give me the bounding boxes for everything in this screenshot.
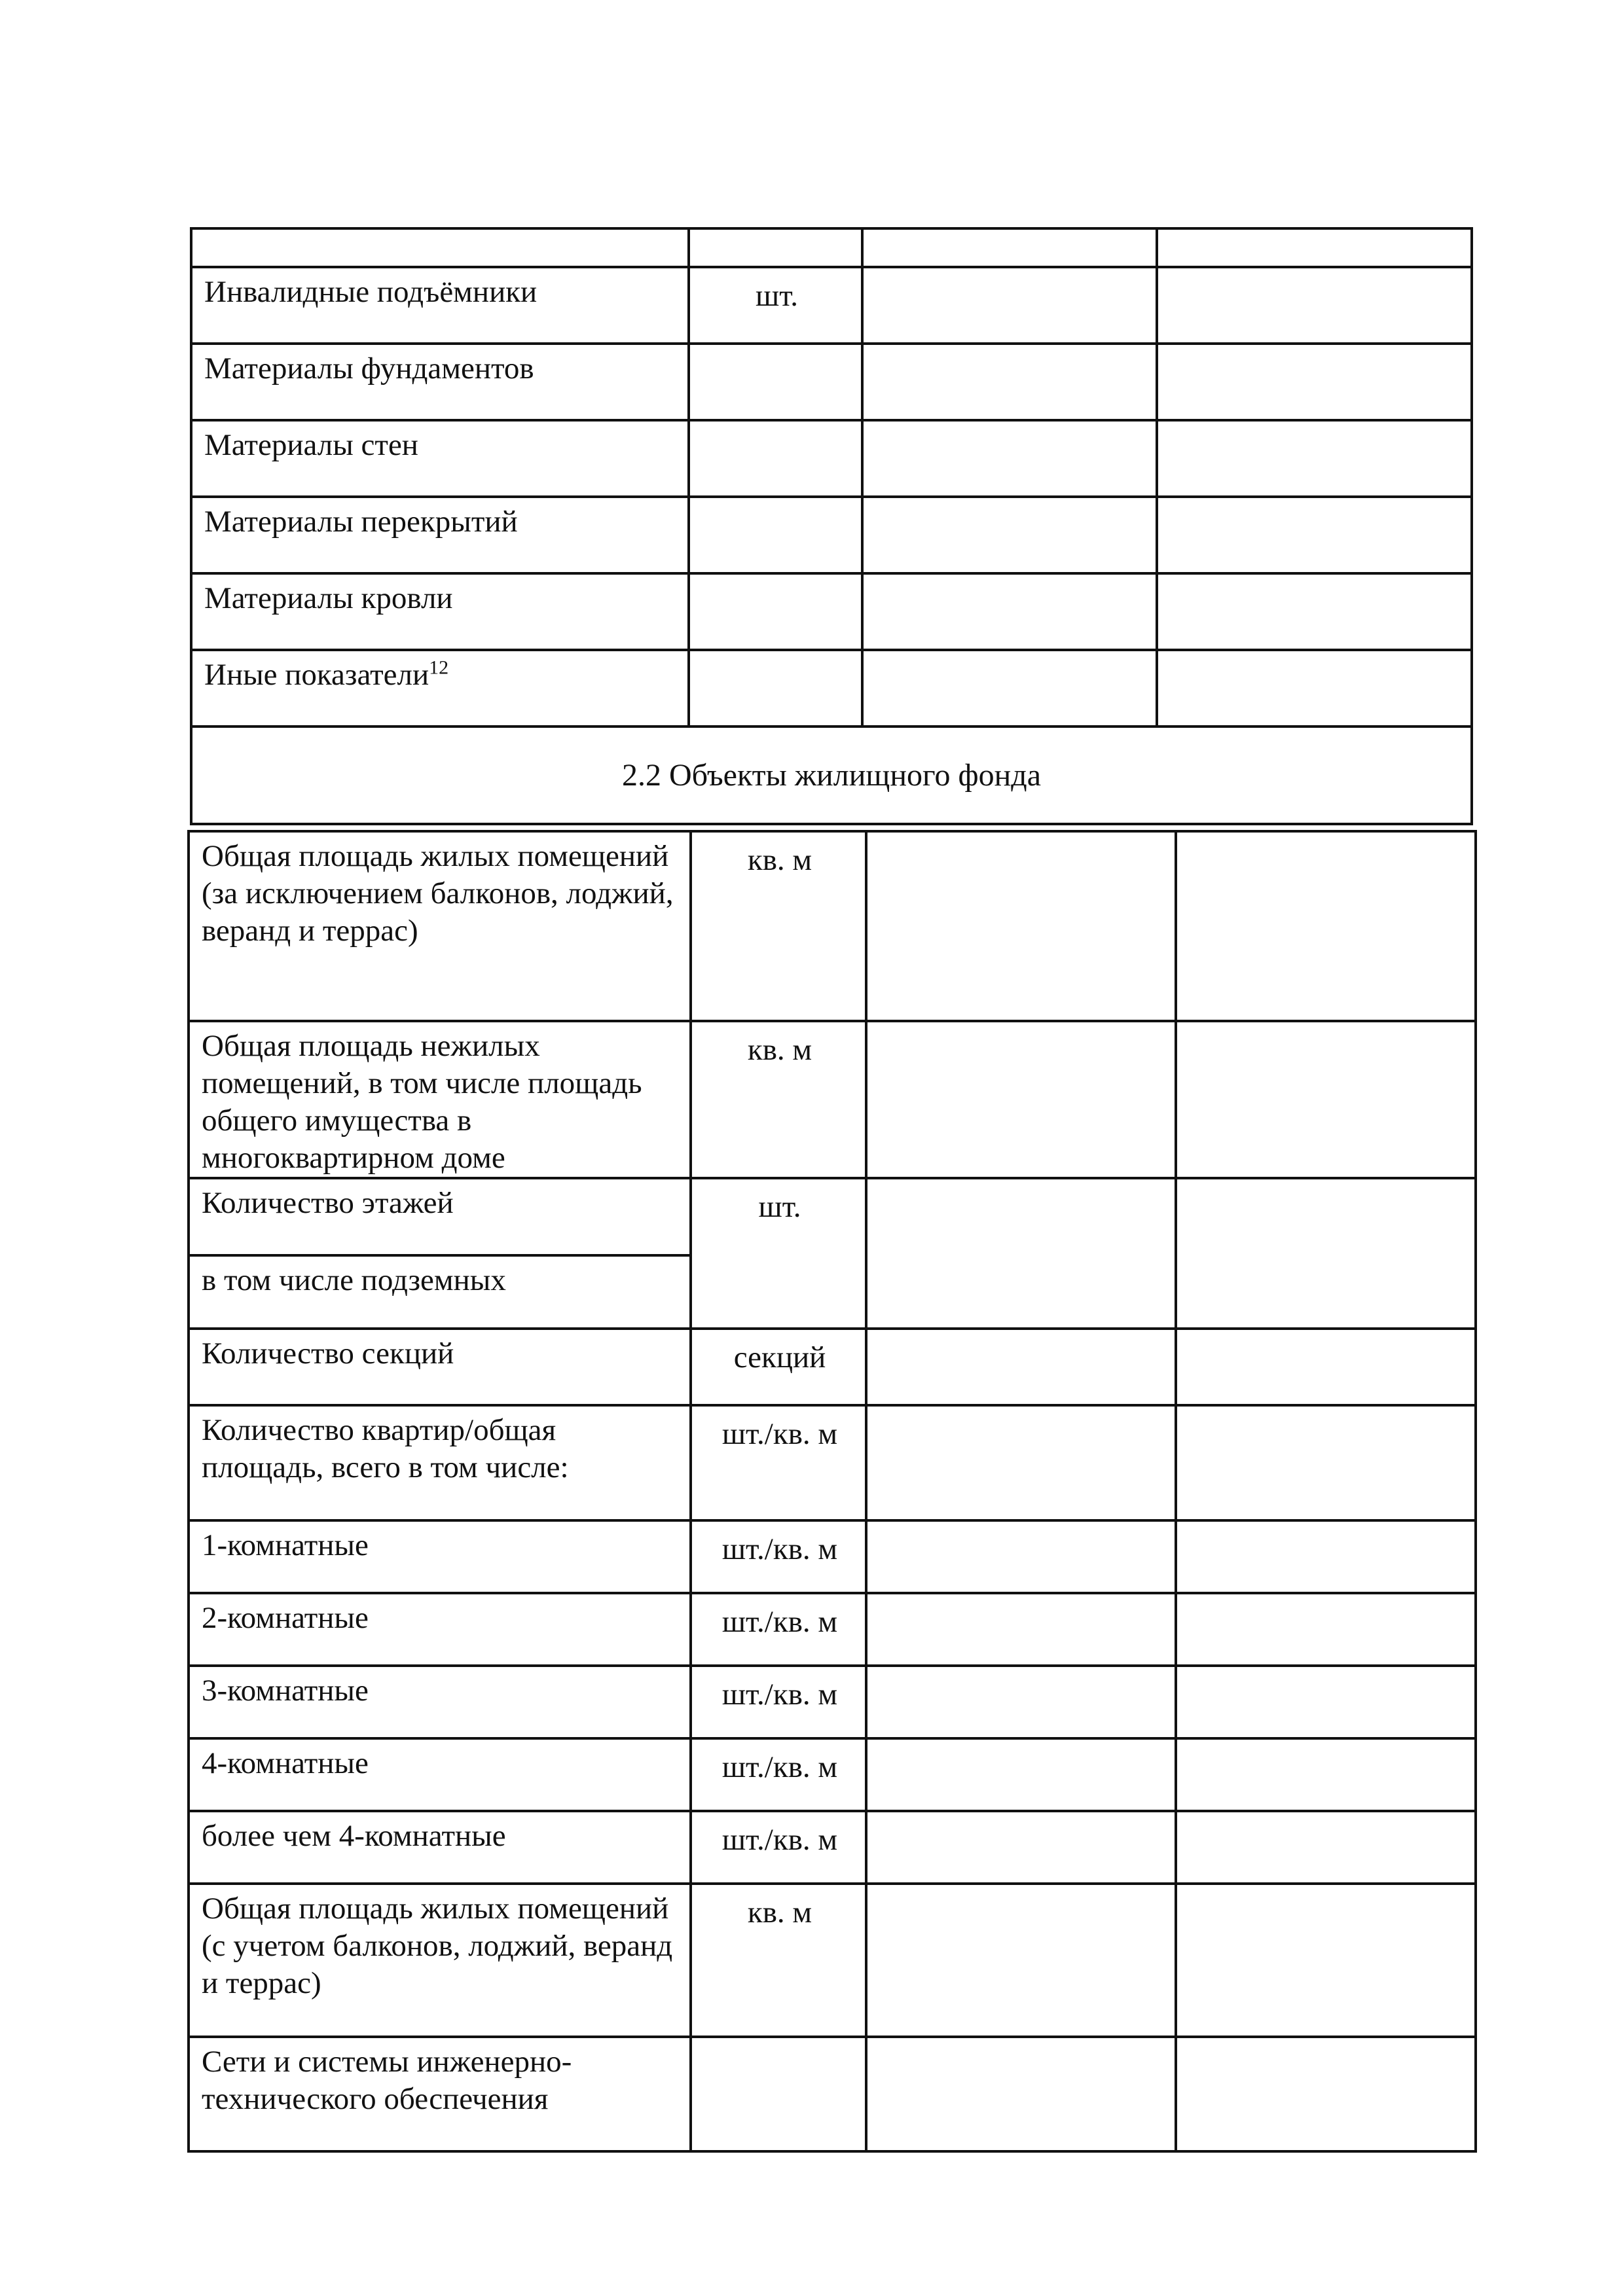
table-row bbox=[189, 831, 1476, 1021]
row-label: Материалы стен bbox=[191, 420, 689, 497]
row-label: Инвалидные подъёмники bbox=[191, 267, 689, 344]
value-cell bbox=[866, 1738, 1176, 1811]
row-label: Сети и системы инженерно-технического обеспечения bbox=[189, 2037, 691, 2151]
value-cell bbox=[866, 1021, 1176, 1178]
table-row bbox=[191, 228, 1472, 267]
table-row bbox=[191, 650, 1472, 726]
row-unit: шт. bbox=[689, 267, 862, 344]
section-title: 2.2 Объекты жилищного фонда bbox=[191, 726, 1472, 824]
value-cell bbox=[1176, 1666, 1476, 1738]
value-cell bbox=[866, 1405, 1176, 1520]
row-unit: шт./кв. м bbox=[691, 1738, 866, 1811]
value-cell bbox=[1157, 420, 1472, 497]
section-row bbox=[191, 726, 1472, 824]
row-unit bbox=[689, 344, 862, 420]
value-cell bbox=[1157, 344, 1472, 420]
value-cell bbox=[1176, 1329, 1476, 1405]
row-label: в том числе подземных bbox=[189, 1255, 691, 1329]
row-label: 4-комнатные bbox=[189, 1738, 691, 1811]
row-unit bbox=[689, 573, 862, 650]
value-cell bbox=[1176, 1520, 1476, 1593]
indicators-table-housing bbox=[187, 830, 1477, 2153]
value-cell bbox=[1176, 1884, 1476, 2037]
row-label: Количество секций bbox=[189, 1329, 691, 1405]
value-cell bbox=[866, 2037, 1176, 2151]
table-row bbox=[189, 1021, 1476, 1178]
row-unit bbox=[689, 497, 862, 573]
value-cell bbox=[866, 1666, 1176, 1738]
row-label: более чем 4-комнатные bbox=[189, 1811, 691, 1884]
row-label: Материалы фундаментов bbox=[191, 344, 689, 420]
value-cell bbox=[1176, 1405, 1476, 1520]
row-label: Общая площадь нежилых помещений, в том числе площадь общего имущества в многоквартирном доме bbox=[189, 1021, 691, 1178]
row-unit bbox=[689, 228, 862, 267]
value-cell bbox=[1157, 497, 1472, 573]
row-label: Материалы кровли bbox=[191, 573, 689, 650]
value-cell bbox=[862, 228, 1157, 267]
value-cell bbox=[862, 267, 1157, 344]
value-cell bbox=[866, 1520, 1176, 1593]
table-row bbox=[189, 1666, 1476, 1738]
table-row bbox=[191, 344, 1472, 420]
value-cell bbox=[866, 1329, 1176, 1405]
value-cell bbox=[1157, 267, 1472, 344]
row-unit: шт./кв. м bbox=[691, 1405, 866, 1520]
table-row bbox=[189, 1520, 1476, 1593]
row-unit bbox=[689, 650, 862, 726]
row-unit: шт./кв. м bbox=[691, 1666, 866, 1738]
value-cell bbox=[862, 420, 1157, 497]
value-cell bbox=[866, 1884, 1176, 2037]
value-cell bbox=[1176, 1021, 1476, 1178]
table-row bbox=[189, 1405, 1476, 1520]
row-unit: кв. м bbox=[691, 831, 866, 1021]
row-label: Количество этажей bbox=[189, 1178, 691, 1255]
value-cell bbox=[862, 497, 1157, 573]
value-cell bbox=[1176, 1593, 1476, 1666]
row-label-text: Иные показатели bbox=[204, 658, 429, 692]
value-cell bbox=[866, 831, 1176, 1021]
table-row bbox=[191, 420, 1472, 497]
table-row bbox=[191, 497, 1472, 573]
row-unit: секций bbox=[691, 1329, 866, 1405]
table-row bbox=[189, 1738, 1476, 1811]
indicators-table-top bbox=[190, 227, 1473, 825]
table-row bbox=[191, 573, 1472, 650]
row-unit: кв. м bbox=[691, 1884, 866, 2037]
value-cell bbox=[1176, 1811, 1476, 1884]
row-label: Общая площадь жилых помещений (с учетом балконов, лоджий, веранд и террас) bbox=[189, 1884, 691, 2037]
table-row bbox=[189, 1593, 1476, 1666]
value-cell bbox=[1176, 1178, 1476, 1329]
value-cell bbox=[1176, 2037, 1476, 2151]
table-row bbox=[189, 1811, 1476, 1884]
row-label bbox=[191, 650, 689, 726]
table-row bbox=[189, 2037, 1476, 2151]
value-cell bbox=[866, 1811, 1176, 1884]
value-cell bbox=[1157, 650, 1472, 726]
row-label: Общая площадь жилых помещений (за исключением балконов, лоджий, веранд и террас) bbox=[189, 831, 691, 1021]
table-row bbox=[189, 1178, 1476, 1255]
row-label: 2-комнатные bbox=[189, 1593, 691, 1666]
row-unit: кв. м bbox=[691, 1021, 866, 1178]
value-cell bbox=[1176, 831, 1476, 1021]
row-label: Материалы перекрытий bbox=[191, 497, 689, 573]
row-unit: шт./кв. м bbox=[691, 1593, 866, 1666]
row-label: 1-комнатные bbox=[189, 1520, 691, 1593]
table-row bbox=[189, 1329, 1476, 1405]
row-label: Количество квартир/общая площадь, всего в том числе: bbox=[189, 1405, 691, 1520]
value-cell bbox=[1176, 1738, 1476, 1811]
value-cell bbox=[866, 1178, 1176, 1329]
row-unit: шт./кв. м bbox=[691, 1520, 866, 1593]
table-row bbox=[189, 1884, 1476, 2037]
value-cell bbox=[862, 344, 1157, 420]
value-cell bbox=[862, 650, 1157, 726]
value-cell bbox=[866, 1593, 1176, 1666]
row-unit: шт. bbox=[691, 1178, 866, 1329]
value-cell bbox=[1157, 228, 1472, 267]
row-unit: шт./кв. м bbox=[691, 1811, 866, 1884]
value-cell bbox=[862, 573, 1157, 650]
table-row bbox=[191, 267, 1472, 344]
row-label bbox=[191, 228, 689, 267]
row-unit bbox=[691, 2037, 866, 2151]
value-cell bbox=[1157, 573, 1472, 650]
row-label: 3-комнатные bbox=[189, 1666, 691, 1738]
footnote-marker: 12 bbox=[429, 656, 449, 679]
row-unit bbox=[689, 420, 862, 497]
